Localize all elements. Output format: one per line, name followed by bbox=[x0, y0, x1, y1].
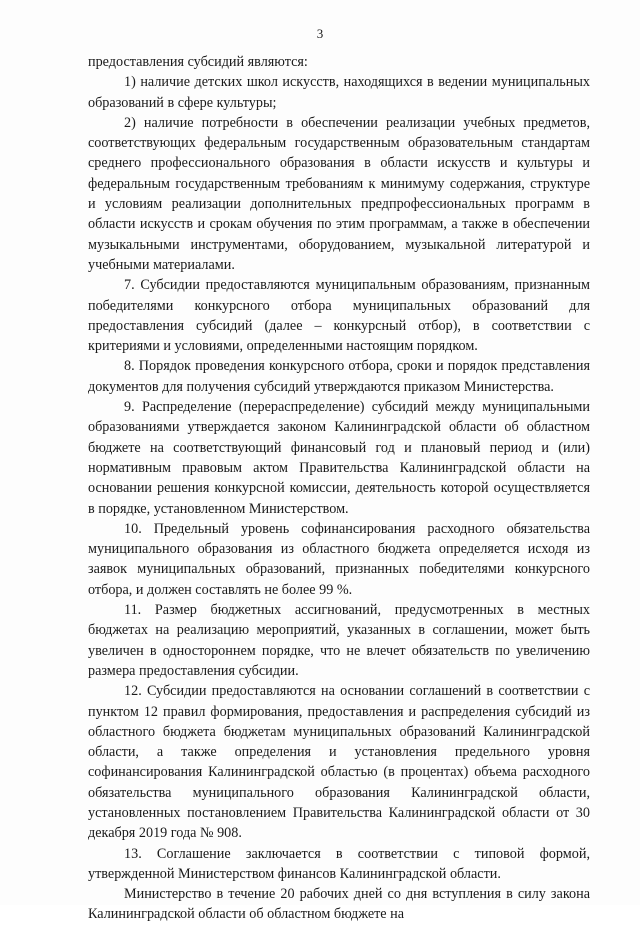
paragraph: Министерство в течение 20 рабочих дней со дня вступления в силу закона Калининградской области об областном бюджете на bbox=[88, 886, 590, 923]
page-number: 3 bbox=[316, 26, 324, 41]
paragraph: 8. Порядок проведения конкурсного отбора, сроки и порядок представления документов для получения субсидий утверждаются приказом Министерства. bbox=[88, 358, 590, 395]
paragraph: 12. Субсидии предоставляются на основании соглашений в соответствии с пунктом 12 правил формирования, предоставления и распределения субсидий из областного бюджета бюджетам муниципальных образований Калининградской области, а также определения и установления предельного уровня софинансирования Калининградской областью (в процентах) объема расходного обязательства муниципального образования Калининградской области, установленных постановлением Правительства Калининградской области от 30 декабря 2019 года № 908. bbox=[88, 683, 590, 842]
paragraph: 1) наличие детских школ искусств, находящихся в ведении муниципальных образований в сфере культуры; bbox=[88, 74, 590, 111]
paragraph: предоставления субсидий являются: bbox=[88, 54, 308, 70]
paragraph: 2) наличие потребности в обеспечении реализации учебных предметов, соответствующих федеральным государственным образовательным стандартам среднего профессионального образования в области искусств и культуры и федеральным государственным требованиям к минимуму содержания, структуре и условиям реализации дополнительных предпрофессиональных программ в области искусств и срокам обучения по этим программам, а также в обеспечении музыкальными инструментами, оборудованием, музыкальной литературой и учебными материалами. bbox=[88, 114, 590, 273]
paragraph: 13. Соглашение заключается в соответствии с типовой формой, утвержденной Министерством финансов Калининградской области. bbox=[88, 845, 590, 882]
paragraph: 7. Субсидии предоставляются муниципальным образованиям, признанным победителями конкурсного отбора муниципальных образований для предоставления субсидий (далее – конкурсный отбор), в соответствии с критериями и условиями, определенными настоящим порядком. bbox=[88, 277, 590, 355]
paragraph: 10. Предельный уровень софинансирования расходного обязательства муниципального образования из областного бюджета определяется исходя из заявок муниципальных образований, признанных победителями конкурсного отбора, и должен составлять не более 99 %. bbox=[88, 520, 590, 598]
paragraph: 11. Размер бюджетных ассигнований, предусмотренных в местных бюджетах на реализацию мероприятий, указанных в соглашении, может быть увеличен в одностороннем порядке, что не влечет обязательств по увеличению размера предоставления субсидии. bbox=[88, 602, 590, 679]
paragraph: 9. Распределение (перераспределение) субсидий между муниципальными образованиями утверждается законом Калининградской области об областном бюджете на соответствующий финансовый год и плановый период и (или) нормативным правовым актом Правительства Калининградской области на основании решения конкурсной комиссии, деятельность которой осуществляется в порядке, установленном Министерством. bbox=[88, 399, 590, 517]
document-body bbox=[88, 52, 590, 925]
